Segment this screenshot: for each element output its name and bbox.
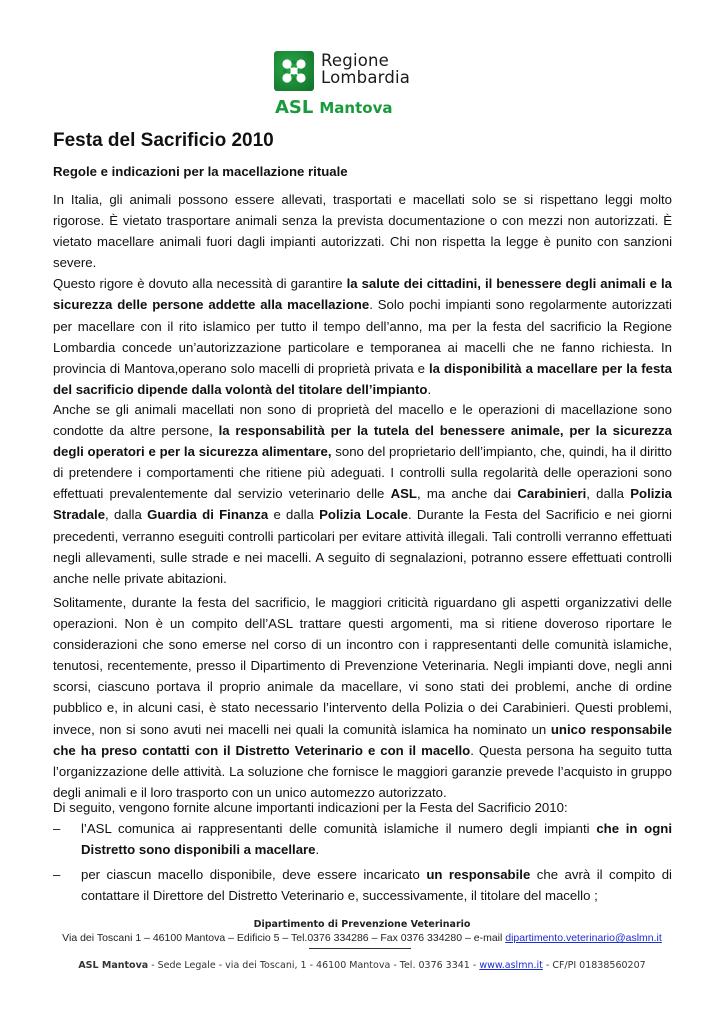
footer-address: Via dei Toscani 1 – 46100 Mantova – Edificio 5 – Tel.0376 334286 – Fax 0376 334280 – e-mail dipartimento.veterinario@aslmn.it: [62, 932, 662, 944]
list-item: – l’ASL comunica ai rappresentanti delle comunità islamiche il numero degli impianti che in ogni Distretto sono disponibili a macellare.: [53, 818, 672, 860]
asl-mantova-wordmark: [275, 97, 392, 118]
logo-region-line2: Lombardia: [321, 68, 411, 87]
paragraph-indications-intro: Di seguito, vengono fornite alcune importanti indicazioni per la Festa del Sacrificio 2010:: [53, 800, 568, 815]
footer-website-link[interactable]: www.aslmn.it: [479, 960, 543, 971]
page-subtitle: Regole e indicazioni per la macellazione rituale: [53, 164, 348, 179]
page-title: Festa del Sacrificio 2010: [53, 130, 274, 151]
asl-mantova-logo: [274, 51, 434, 121]
indications-list: [53, 818, 672, 910]
dash-bullet-icon: –: [53, 867, 61, 883]
paragraph-regulations: In Italia, gli animali possono essere allevati, trasportati e macellati solo se si rispettano leggi molto rigorose. È vietato trasportare animali senza la prevista documentazione o con mezzi non autorizzati. È vietato macellare animali fuori dagli impianti autorizzati. Chi non rispetta la legge è punito con sanzioni severe. Questo rigore è dovuto alla necessità di garantire la salute dei cittadini, il benessere degli animali e la sicurezza delle persone addette alla macellazione. Solo pochi impianti sono regolarmente autorizzati per macellare con il rito islamico per tutto il tempo dell’anno, ma per la festa del sacrificio la Regione Lombardia concede un’autorizzazione particolare e temporanea ai macelli che ne fanno richiesta. In provincia di Mantova,operano solo macelli di proprietà privata e la disponibilità a macellare per la festa del sacrificio dipende dalla volontà del titolare dell’impianto.: [53, 192, 672, 397]
footer-department: Dipartimento di Prevenzione Veterinario: [253, 919, 471, 930]
footer-legal: ASL Mantova - Sede Legale - via dei Toscani, 1 - 46100 Mantova - Tel. 0376 3341 - www.aslmn.it - CF/PI 01838560207: [78, 960, 646, 971]
paragraph-responsibility: Anche se gli animali macellati non sono di proprietà del macello e le operazioni di macellazione sono condotte da altre persone, la responsabilità per la tutela del benessere animale, per la sicurezza degli operatori e per la sicurezza alimentare, sono del proprietario dell’impianto, che, quindi, ha il diritto di pretendere i comportamenti che ritiene più adeguati. I controlli sulla regolarità delle operazioni sono effettuati prevalentemente dal servizio veterinario delle ASL, ma anche dai Carabinieri, dalla Polizia Stradale, dalla Guardia di Finanza e dalla Polizia Locale. Durante la Festa del Sacrificio e nei giorni precedenti, verranno eseguiti controlli particolari per evitare attività illegali. Tali controlli verranno effettuati negli allevamenti, sulle strade e nei macelli. A seguito di segnalazioni, potranno essere effettuati controlli anche nelle private abitazioni.: [53, 402, 673, 586]
logo-city: Mantova: [319, 99, 393, 117]
paragraph-organization: Solitamente, durante la festa del sacrificio, le maggiori criticità riguardano gli aspetti organizzativi delle operazioni. Non è un compito dell’ASL trattare questi argomenti, ma si ritiene doveroso riportare le considerazioni che sono emerse nel corso di un incontro con i rappresentanti delle comunità islamiche, tenutosi, recentemente, presso il Dipartimento di Prevenzione Veterinaria. Negli impianti dove, negli anni scorsi, ciascuno portava il proprio animale da macellare, vi sono stati dei problemi, anche di ordine pubblico e, in alcuni casi, è stato necessario l’intervento della Polizia o dei Carabinieri. Questi problemi, invece, non si sono avuti nei macelli nei quali la comunità islamica ha nominato un unico responsabile che ha preso contatti con il Distretto Veterinario e con il macello. Questa persona ha seguito tutta l’organizzazione delle attività. La soluzione che fornisce le maggiori garanzie prevede l’acquisto in gruppo degli animali e il loro trasporto con un unico automezzo autorizzato.: [53, 595, 672, 800]
regione-lombardia-wordmark: [321, 52, 410, 86]
logo-region-line1: Regione: [321, 51, 390, 70]
regione-lombardia-rosa-camuna-icon: [274, 51, 314, 91]
logo-asl: ASL: [275, 97, 314, 118]
list-item: – per ciascun macello disponibile, deve essere incaricato un responsabile che avrà il compito di contattare il Direttore del Distretto Veterinario e, successivamente, il titolare del macello ;: [53, 864, 672, 906]
footer-divider: [309, 948, 411, 949]
dash-bullet-icon: –: [53, 821, 61, 836]
footer-email-link[interactable]: dipartimento.veterinario@aslmn.it: [505, 932, 662, 944]
